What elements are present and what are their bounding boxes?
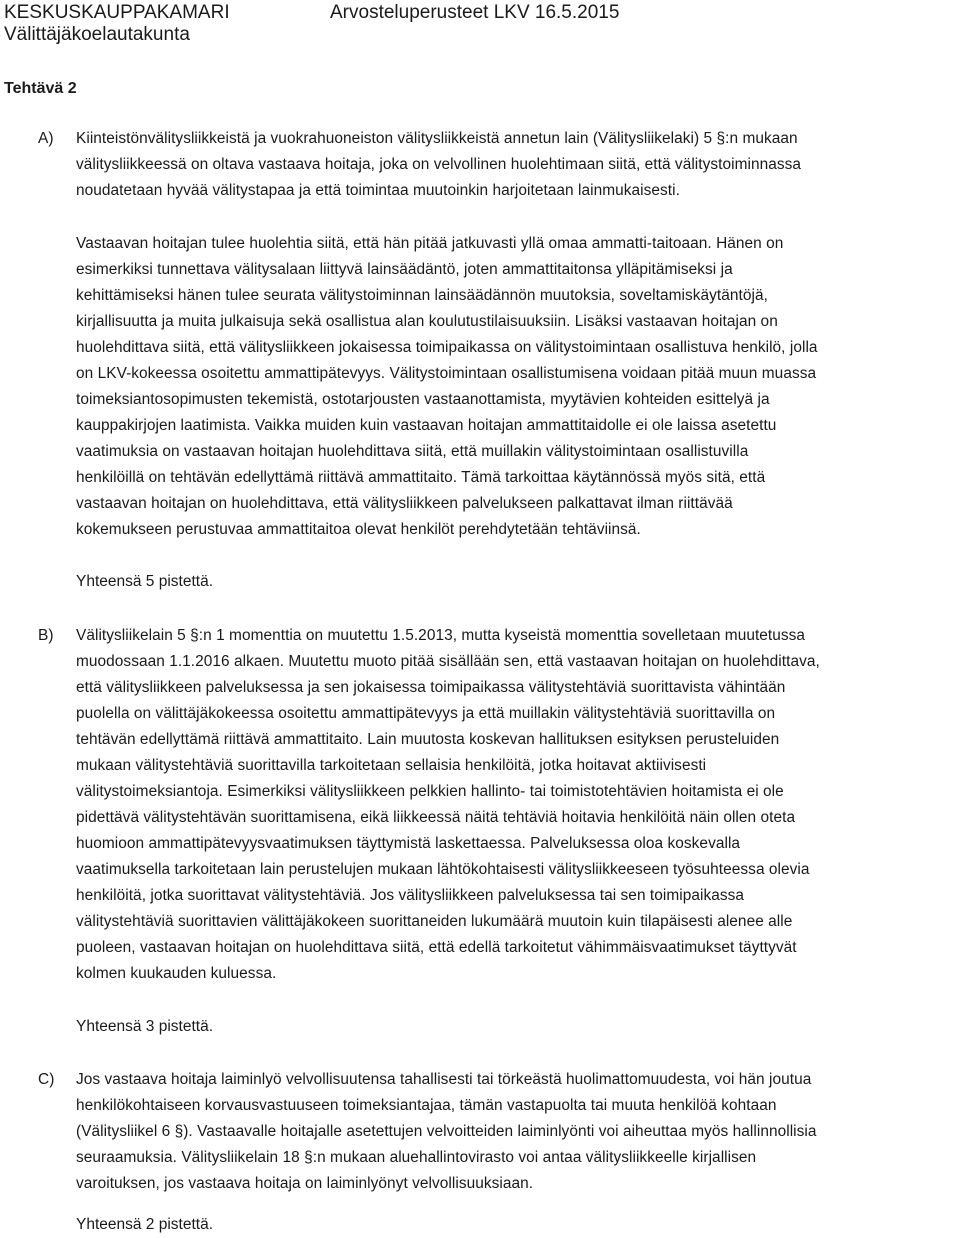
text-line: huolehdittava siitä, että välitysliikkeen jokaisessa toimipaikassa on välitystoimintaan osallistuva henkilö, jolla xyxy=(76,339,818,356)
section-c-paragraph xyxy=(76,1067,960,1197)
text-line: välitystehtäviä suorittavien välittäjäkokeen suorittaneiden lukumäärä muutoin kuin tilapäisesti alenee alle xyxy=(76,913,793,930)
text-line: kokemukseen perustuvaa ammattitaitoa olevat henkilöt perehdytetään tehtäviinsä. xyxy=(76,521,641,538)
text-line: henkilökohtaiseen korvausvastuuseen toimeksiantajaa, tämän vastapuolta tai muuta henkilöä kohtaan xyxy=(76,1097,777,1114)
organization-name: KESKUSKAUPPAKAMARI xyxy=(4,2,230,23)
text-line: Välitysliikelain 5 §:n 1 momenttia on muutettu 1.5.2013, mutta kyseistä momenttia sovelletaan muutetussa xyxy=(76,627,806,644)
text-line: puolella on välittäjäkokeessa osoitettu ammattipätevyys ja että muillakin välitystehtäviä suorittavilla on xyxy=(76,705,776,722)
text-line: henkilöillä on tehtävän edellyttämä riittävä ammattitaito. Tämä tarkoittaa käytännössä myös sitä, että xyxy=(76,469,766,486)
text-line: vastaavan hoitajan on huolehdittava, että välitysliikkeen palvelukseen palkattavat ilman riittävää xyxy=(76,495,733,512)
text-line: kauppakirjojen laatimista. Vaikka muiden kuin vastaavan hoitajan ammattitaidolle ei ole laissa asetettu xyxy=(76,417,777,434)
section-b-total: Yhteensä 3 pistettä. xyxy=(76,1018,214,1035)
section-b-paragraph xyxy=(76,623,960,987)
text-line: kirjallisuutta ja muita julkaisuja sekä osallistua alan koulutustilaisuuksiin. Lisäksi vastaavan hoitajan on xyxy=(76,313,778,330)
text-line: Vastaavan hoitajan tulee huolehtia siitä, että hän pitää jatkuvasti yllä omaa ammatti-taitoaan. Hänen on xyxy=(76,235,784,252)
text-line: vaatimuksella tarkoitetaan lain perustelujen mukaan lähtökohtaisesti välitysliikkeeseen työsuhteessa olevia xyxy=(76,861,810,878)
text-line: (Välitysliikel 6 §). Vastaavalle hoitajalle asetettujen velvoitteiden laiminlyönti voi aiheuttaa myös hallinnollisia xyxy=(76,1123,817,1140)
text-line: seuraamuksia. Välitysliikelain 18 §:n mukaan aluehallintovirasto voi antaa välitysliikkeelle kirjallisen xyxy=(76,1149,757,1166)
text-line: noudatetaan hyvää välitystapaa ja että toimintaa muutoinkin harjoitetaan lainmukaisesti. xyxy=(76,182,680,199)
text-line: esimerkiksi tunnettava välitysalaan liittyvä lainsäädäntö, joten ammattitaitonsa ylläpitämiseksi ja xyxy=(76,261,733,278)
text-line: on LKV-kokeessa osoitettu ammattipätevyys. Välitystoimintaan osallistumisena voidaan pitää muun muassa xyxy=(76,365,817,382)
text-line: mukaan välitystehtäviä suorittavilla tarkoitetaan sellaisia henkilöitä, jotka hoitavat aktiivisesti xyxy=(76,757,707,774)
section-a-paragraph-2 xyxy=(76,231,960,543)
document-title: Arvosteluperusteet LKV 16.5.2015 xyxy=(330,2,620,23)
text-line: henkilöitä, jotka suorittavat välitystehtäviä. Jos välitysliikkeen palveluksessa tai sen toimipaikassa xyxy=(76,887,745,904)
section-a-paragraph-1 xyxy=(76,126,960,204)
text-line: Jos vastaava hoitaja laiminlyö velvollisuutensa tahallisesti tai törkeästä huolimattomuudesta, voi hän joutua xyxy=(76,1071,812,1088)
text-line: muodossaan 1.1.2016 alkaen. Muutettu muoto pitää sisällään sen, että vastaavan hoitajan on huolehdittava, xyxy=(76,653,820,670)
text-line: kolmen kuukauden kuluessa. xyxy=(76,965,277,982)
text-line: kehittämiseksi hänen tulee seurata välitystoiminnan lainsäädännön muutoksia, soveltamiskäytäntöjä, xyxy=(76,287,768,304)
text-line: että välitysliikkeen palveluksessa ja sen jokaisessa toimipaikassa välitystehtäviä suorittavista vähintään xyxy=(76,679,786,696)
section-c-total: Yhteensä 2 pistettä. xyxy=(76,1216,214,1233)
section-a-letter: A) xyxy=(38,130,54,147)
task-heading: Tehtävä 2 xyxy=(4,80,77,97)
text-line: pidettävä välitystehtävän suorittamisena, eikä liikkeessä näitä tehtäviä hoitavia henkilöitä näin ollen oteta xyxy=(76,809,796,826)
section-a-total: Yhteensä 5 pistettä. xyxy=(76,573,214,590)
text-line: huomioon ammattipätevyysvaatimuksen täyttymistä laskettaessa. Palveluksessa oloa koskevalla xyxy=(76,835,741,852)
text-line: tehtävän edellyttämä riittävä ammattitaito. Lain muutosta koskevan hallituksen esityksen perusteluiden xyxy=(76,731,780,748)
text-line: vaatimuksia on vastaavan hoitajan huolehdittava siitä, että muillakin välitystoimintaan osallistuvilla xyxy=(76,443,749,460)
text-line: puoleen, vastaavan hoitajan on huolehdittava siitä, että edellä tarkoitetut vähimmäisvaatimukset täyttyvät xyxy=(76,939,797,956)
text-line: varoituksen, jos vastaava hoitaja on laiminlyönyt velvollisuuksiaan. xyxy=(76,1175,534,1192)
section-b-letter: B) xyxy=(38,627,54,644)
text-line: Kiinteistönvälitysliikkeistä ja vuokrahuoneiston välitysliikkeistä annetun lain (Välitysliikelaki) 5 §:n mukaan xyxy=(76,130,798,147)
section-c-letter: C) xyxy=(38,1071,55,1088)
text-line: toimeksiantosopimusten tekemistä, ostotarjousten vastaanottamista, myytävien kohteiden esittelyä ja xyxy=(76,391,770,408)
committee-name: Välittäjäkoelautakunta xyxy=(4,24,190,45)
text-line: välitysliikkeessä on oltava vastaava hoitaja, joka on velvollinen huolehtimaan siitä, että välitystoiminnassa xyxy=(76,156,802,173)
text-line: välitystoimeksiantoja. Esimerkiksi välitysliikkeen pelkkien hallinto- tai toimistotehtävien hoitamista ei ole xyxy=(76,783,784,800)
